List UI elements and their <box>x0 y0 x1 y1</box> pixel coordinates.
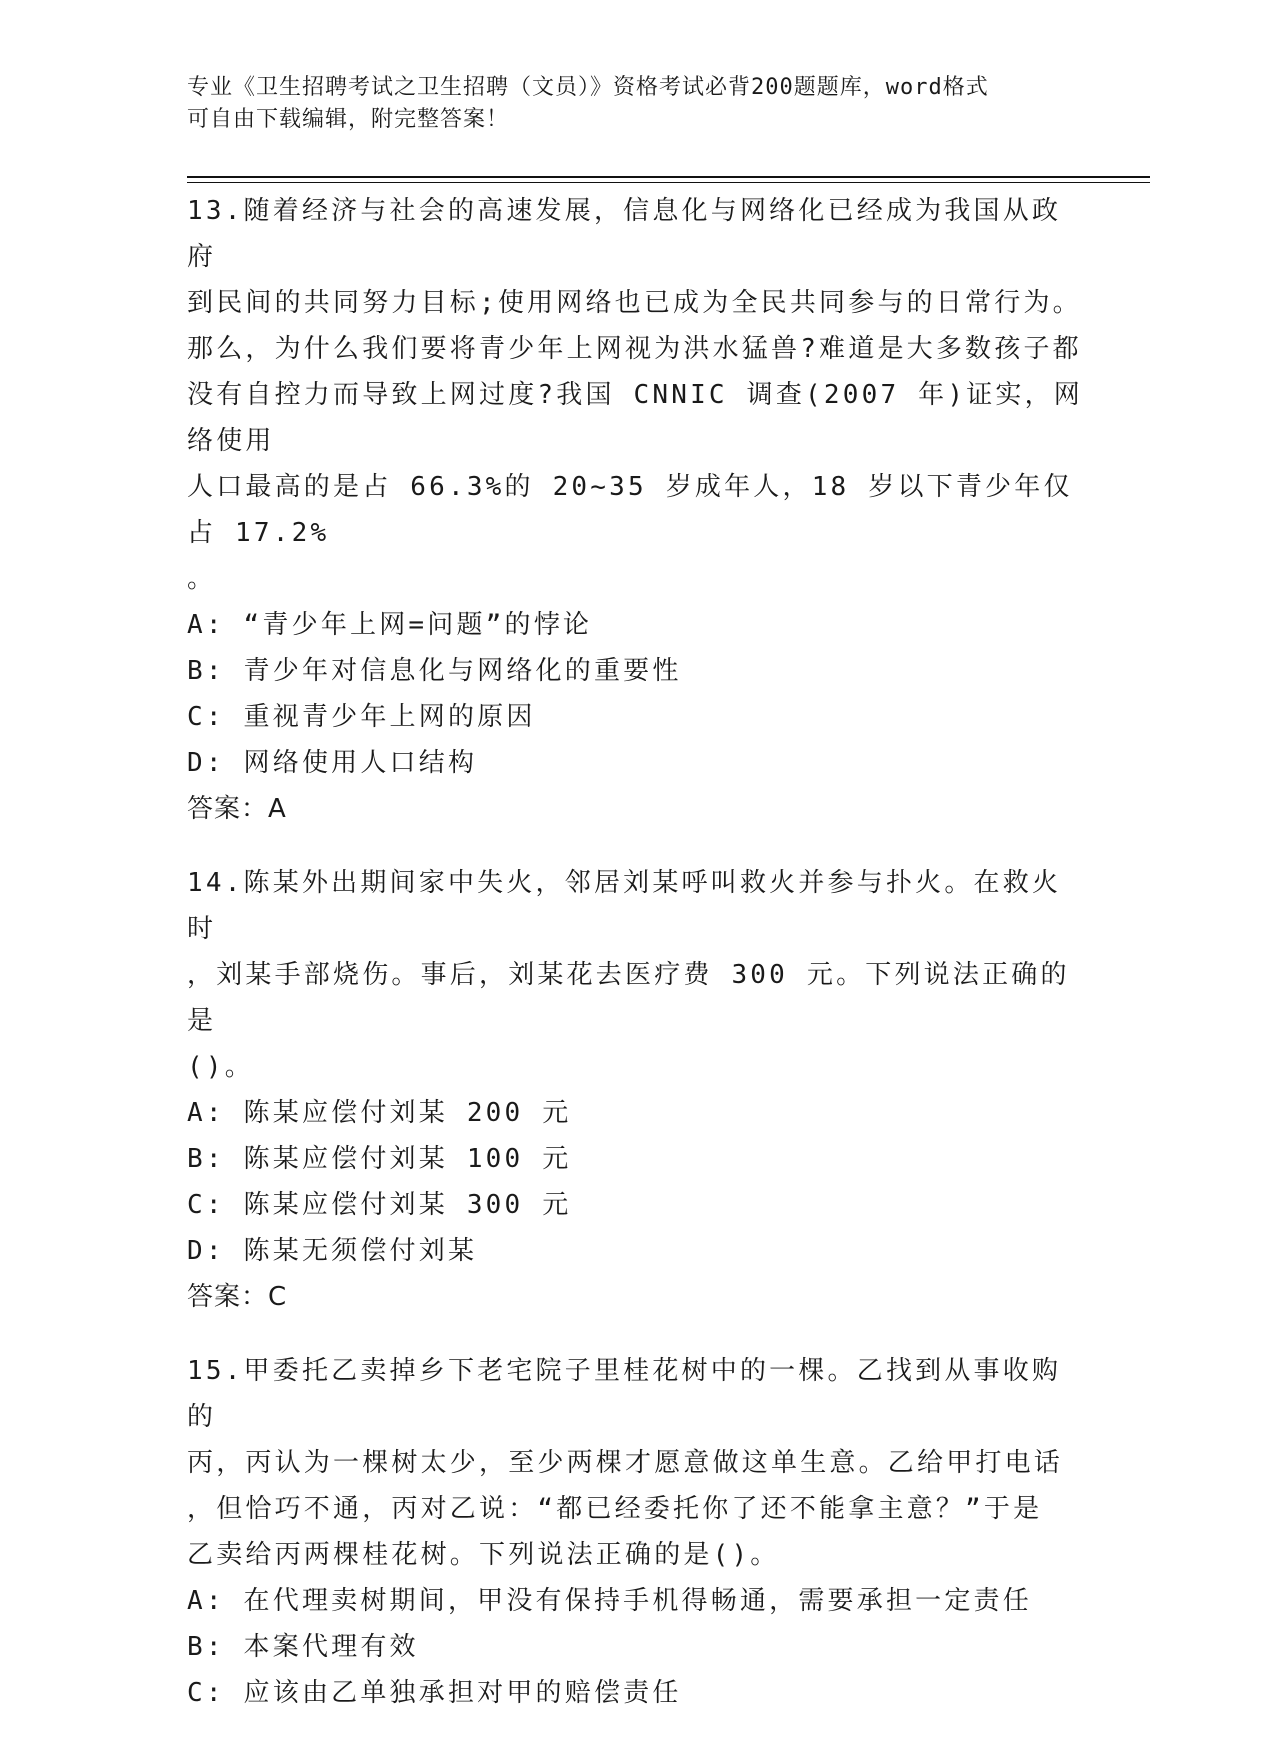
question-14 <box>187 860 1087 1320</box>
stem-line: 15.甲委托乙卖掉乡下老宅院子里桂花树中的一棵。乙找到从事收购的 <box>187 1356 1062 1432</box>
stem-line: 丙，丙认为一棵树太少，至少两棵才愿意做这单生意。乙给甲打电话 <box>187 1448 1064 1478</box>
option-d: D: 陈某无须偿付刘某 <box>187 1236 478 1266</box>
stem-line: 。 <box>187 564 217 594</box>
document-header <box>187 72 1067 136</box>
question-stem <box>187 188 1087 602</box>
question-stem <box>187 860 1087 1090</box>
option-b: B: 青少年对信息化与网络化的重要性 <box>187 656 682 686</box>
option-c: C: 陈某应偿付刘某 300 元 <box>187 1190 572 1220</box>
stem-line: 乙卖给丙两棵桂花树。下列说法正确的是()。 <box>187 1540 780 1570</box>
stem-line: 13.随着经济与社会的高速发展，信息化与网络化已经成为我国从政府 <box>187 196 1062 272</box>
stem-line: 人口最高的是占 66.3%的 20~35 岁成年人，18 岁以下青少年仅占 17.2% <box>187 472 1073 548</box>
stem-line: 那么，为什么我们要将青少年上网视为洪水猛兽?难道是大多数孩子都 <box>187 334 1082 364</box>
option-a: A: “青少年上网=问题”的悖论 <box>187 610 593 640</box>
header-line-2: 可自由下载编辑，附完整答案！ <box>187 107 510 132</box>
option-c: C: 应该由乙单独承担对甲的赔偿责任 <box>187 1678 682 1708</box>
stem-line: 没有自控力而导致上网过度?我国 CNNIC 调查(2007 年)证实，网络使用 <box>187 380 1084 456</box>
stem-line: ，但恰巧不通，丙对乙说：“都已经委托你了还不能拿主意？”于是 <box>187 1494 1043 1524</box>
answer-line: 答案：C <box>187 1282 288 1312</box>
question-13 <box>187 188 1087 832</box>
header-divider-thick <box>187 176 1150 178</box>
stem-line: ()。 <box>187 1052 254 1082</box>
option-b: B: 本案代理有效 <box>187 1632 419 1662</box>
header-divider-thin <box>187 182 1150 183</box>
option-a: A: 在代理卖树期间，甲没有保持手机得畅通，需要承担一定责任 <box>187 1586 1032 1616</box>
header-line-1: 专业《卫生招聘考试之卫生招聘（文员）》资格考试必背200题题库，word格式 <box>187 75 989 100</box>
stem-line: ，刘某手部烧伤。事后，刘某花去医疗费 300 元。下列说法正确的是 <box>187 960 1070 1036</box>
stem-line: 14.陈某外出期间家中失火，邻居刘某呼叫救火并参与扑火。在救火时 <box>187 868 1062 944</box>
option-a: A: 陈某应偿付刘某 200 元 <box>187 1098 572 1128</box>
question-list <box>187 188 1087 1744</box>
stem-line: 到民间的共同努力目标;使用网络也已成为全民共同参与的日常行为。 <box>187 288 1082 318</box>
answer-line: 答案：A <box>187 794 287 824</box>
option-b: B: 陈某应偿付刘某 100 元 <box>187 1144 572 1174</box>
question-15 <box>187 1348 1087 1716</box>
option-d: D: 网络使用人口结构 <box>187 748 478 778</box>
question-stem <box>187 1348 1087 1578</box>
option-c: C: 重视青少年上网的原因 <box>187 702 536 732</box>
